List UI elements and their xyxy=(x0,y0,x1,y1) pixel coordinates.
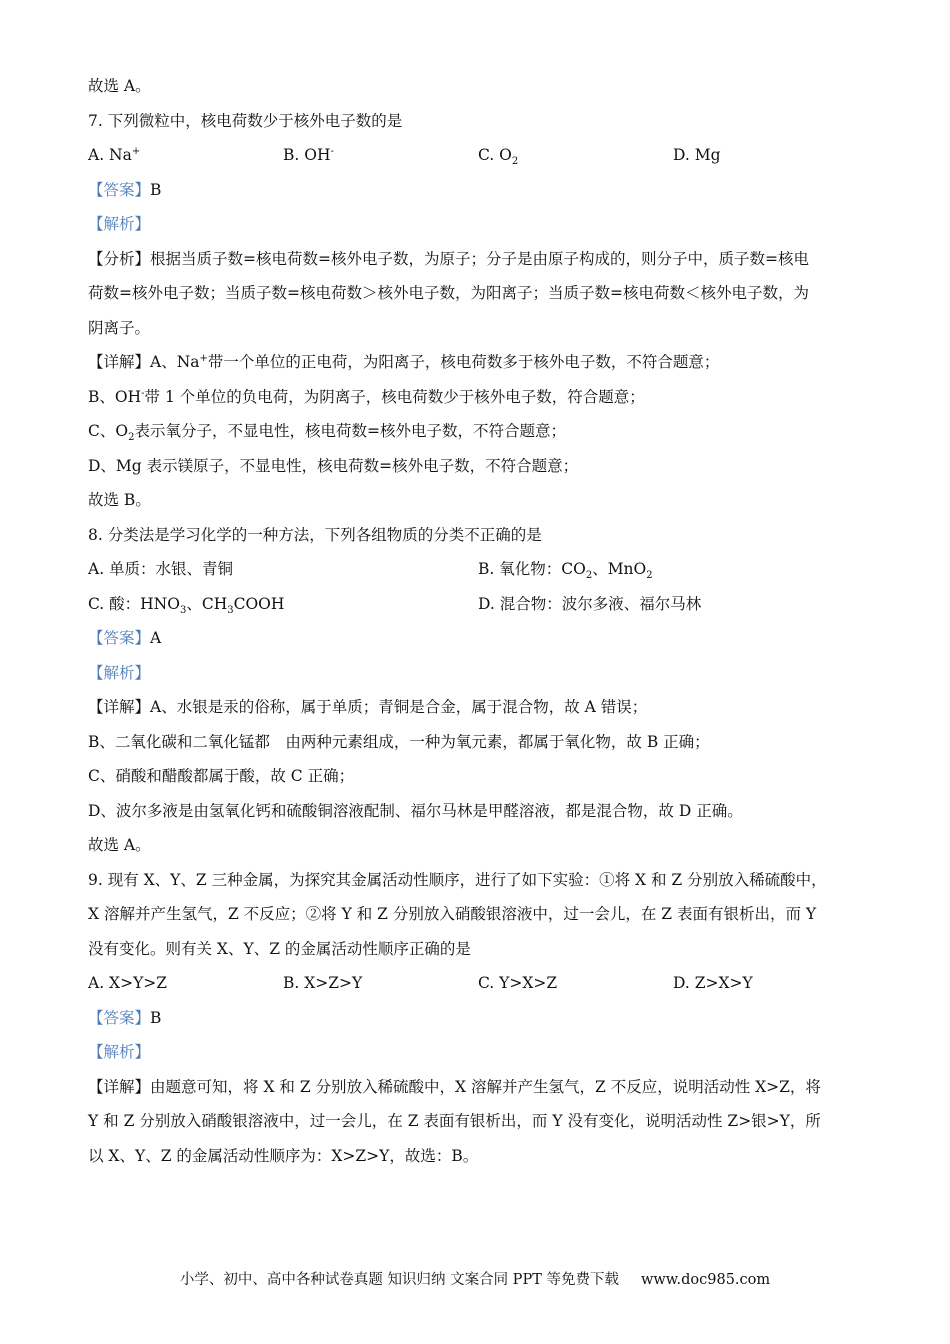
jiexi-tag: 【解析】 xyxy=(88,215,151,233)
answer-value: A xyxy=(150,629,162,647)
question-8-options-ab xyxy=(88,557,868,581)
footer-text: 小学、初中、高中各种试卷真题 知识归纳 文案合同 PPT 等免费下载 xyxy=(179,1272,619,1288)
answer-tag: 【答案】 xyxy=(88,629,151,647)
analysis-line: 阴离子。 xyxy=(88,318,151,337)
question-9: 9. 现有 X、Y、Z 三种金属，为探究其金属活动性顺序，进行了如下实验：①将 X 和 Z 分别放入稀硫酸中， xyxy=(88,870,827,889)
option-d: D. Z>X>Y xyxy=(673,974,753,992)
answer-tag: 【答案】 xyxy=(88,180,151,199)
analysis-line: 荷数=核外电子数；当质子数=核电荷数＞核外电子数，为阳离子；当质子数=核电荷数＜核外电子数，为 xyxy=(88,284,809,302)
detail-line: B、二氧化碳和二氧化锰都 由两种元素组成，一种为氧元素，都属于氧化物，故 B 正确； xyxy=(88,732,710,751)
answer-line xyxy=(88,1006,868,1030)
question-9: 没有变化。则有关 X、Y、Z 的金属活动性顺序正确的是 xyxy=(88,939,471,958)
question-7: 7. 下列微粒中，核电荷数少于核外电子数的是 xyxy=(88,111,403,130)
option-a: A. Na+ xyxy=(88,145,141,164)
option-c: C. Y>X>Z xyxy=(478,974,558,992)
final-line: 故选 A。 xyxy=(88,836,151,854)
option-b: B. X>Z>Y xyxy=(283,974,363,992)
footer-url[interactable]: www.doc985.com xyxy=(640,1272,771,1288)
option-a: A. X>Y>Z xyxy=(88,974,168,992)
question-7-options xyxy=(88,143,868,167)
detail-line: Y 和 Z 分别放入硝酸银溶液中，过一会儿，在 Z 表面有银析出，而 Y 没有变化，说明活动性 Z>银>Y，所 xyxy=(88,1112,821,1130)
answer-value: B xyxy=(150,180,162,199)
detail-line: 【详解】A、水银是汞的俗称，属于单质；青铜是合金，属于混合物，故 A 错误； xyxy=(88,698,648,716)
page-footer xyxy=(0,1268,950,1289)
detail-line: 【详解】A、Na+带一个单位的正电荷，为阳离子，核电荷数多于核外电子数，不符合题意； xyxy=(88,352,720,371)
option-b: B. OH- xyxy=(283,145,334,164)
analysis-line: 【分析】根据当质子数=核电荷数=核外电子数，为原子；分子是由原子构成的，则分子中，质子数=核电 xyxy=(88,249,809,268)
question-9: X 溶解并产生氢气，Z 不反应；②将 Y 和 Z 分别放入硝酸银溶液中，过一会儿，在 Z 表面有银析出，而 Y xyxy=(88,905,817,923)
detail-line: D、Mg 表示镁原子，不显电性，核电荷数=核外电子数，不符合题意； xyxy=(88,456,579,475)
text-line: 故选 A。 xyxy=(88,77,151,95)
question-8-options-cd xyxy=(88,592,868,616)
document-page xyxy=(88,74,868,1178)
jiexi-tag: 【解析】 xyxy=(88,1043,151,1061)
option-c: C. 酸：$HNO_3$、$CH_3COOH$ xyxy=(88,594,285,616)
jiexi-tag: 【解析】 xyxy=(88,663,151,682)
answer-line xyxy=(88,626,868,650)
detail-line: 【详解】由题意可知，将 X 和 Z 分别放入稀硫酸中，X 溶解并产生氢气，Z 不反应，说明活动性 X>Z，将 xyxy=(88,1077,821,1096)
option-d: D. Mg xyxy=(673,146,721,164)
option-a: A. 单质：水银、青铜 xyxy=(88,560,234,578)
option-b: B. 氧化物：$CO_2$、MnO$_2$ xyxy=(478,560,653,582)
answer-value: B xyxy=(150,1008,162,1027)
detail-line: C、硝酸和醋酸都属于酸，故 C 正确； xyxy=(88,767,355,785)
final-line: 故选 B。 xyxy=(88,491,151,509)
detail-line: D、波尔多液是由氢氧化钙和硫酸铜溶液配制、福尔马林是甲醛溶液，都是混合物，故 D 正确。 xyxy=(88,801,743,820)
answer-tag: 【答案】 xyxy=(88,1008,151,1027)
option-d: D. 混合物：波尔多液、福尔马林 xyxy=(478,594,702,613)
option-c: C. $O_2$ xyxy=(478,146,519,168)
question-9-options xyxy=(88,971,868,995)
detail-line: B、OH-带 1 个单位的负电荷，为阴离子，核电荷数少于核外电子数，符合题意； xyxy=(88,387,645,406)
answer-line xyxy=(88,178,868,202)
detail-line: 以 X、Y、Z 的金属活动性顺序为：X>Z>Y，故选：B。 xyxy=(88,1146,479,1165)
detail-line: C、$O_2$表示氧分子，不显电性，核电荷数=核外电子数，不符合题意； xyxy=(88,422,566,444)
question-8: 8. 分类法是学习化学的一种方法，下列各组物质的分类不正确的是 xyxy=(88,525,542,544)
